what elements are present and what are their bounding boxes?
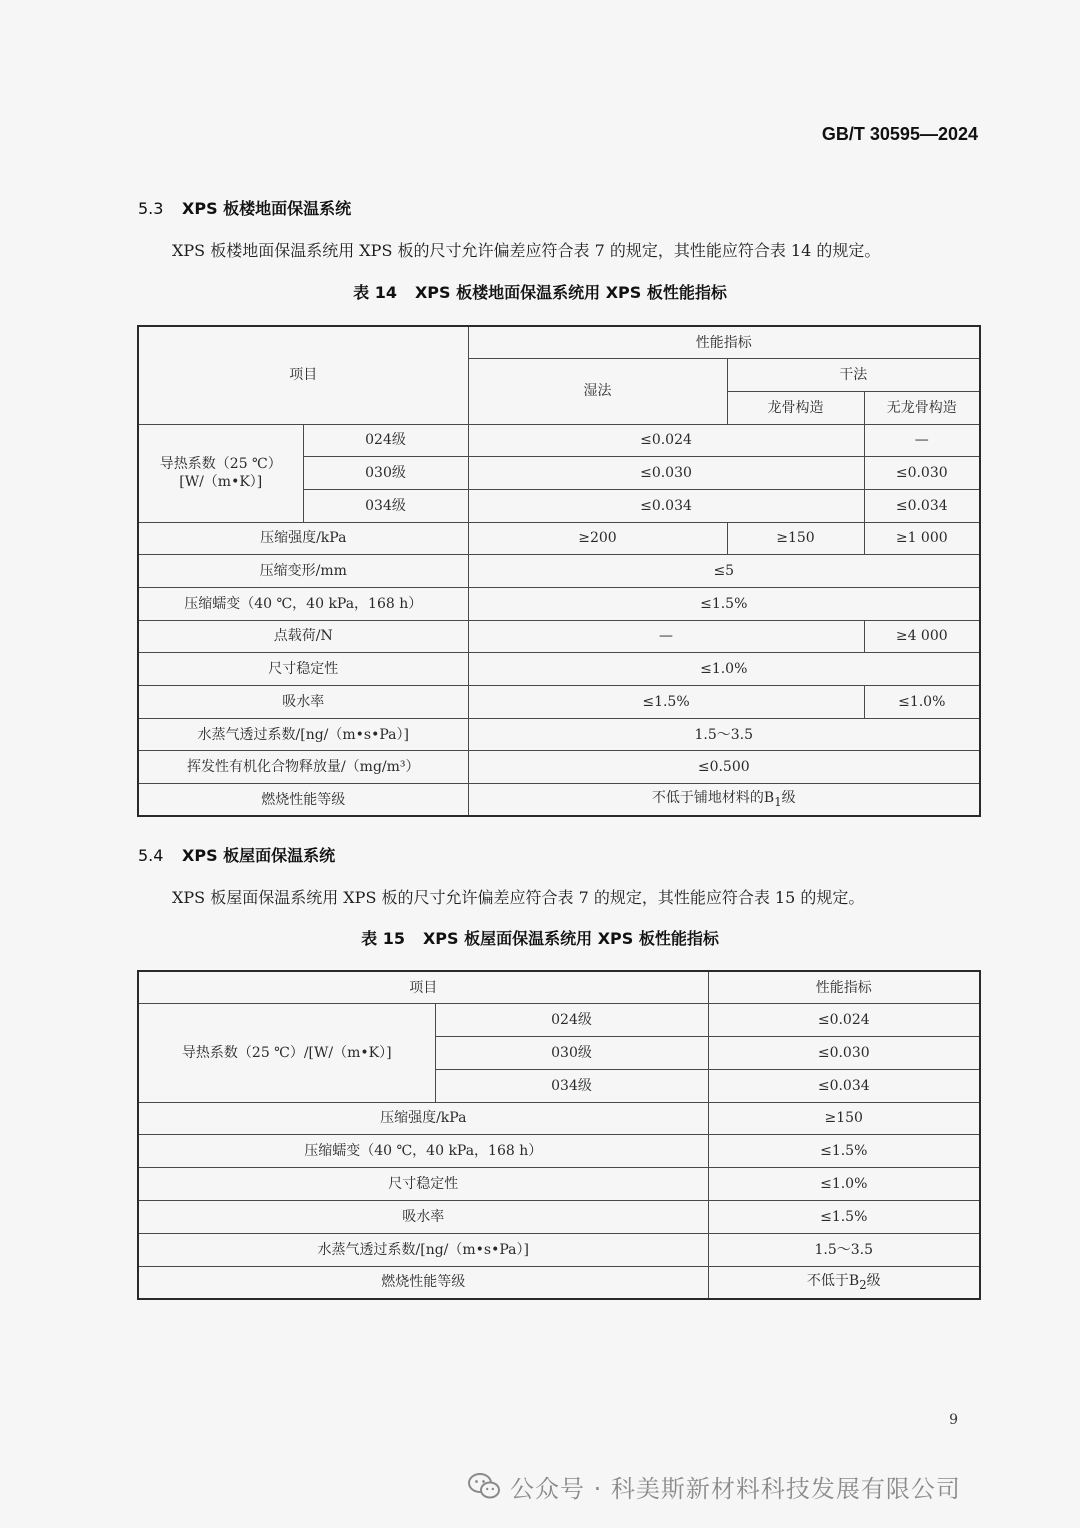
table-row bbox=[138, 653, 980, 686]
table-row bbox=[138, 1266, 980, 1299]
section-number: 5.4 bbox=[138, 846, 164, 865]
value-cell: ≤0.024 bbox=[708, 1004, 980, 1037]
wechat-icon bbox=[468, 1472, 500, 1500]
grade-cell: 030级 bbox=[435, 1037, 708, 1070]
value-cell: — bbox=[468, 620, 864, 653]
value-cell: — bbox=[864, 424, 980, 457]
fire-value-pre: 不低于铺地材料的B bbox=[651, 790, 775, 807]
table-row bbox=[138, 971, 980, 1004]
value-cell: ≤0.030 bbox=[468, 457, 864, 490]
value-cell: ≤0.034 bbox=[708, 1069, 980, 1102]
value-cell: ≤1.0% bbox=[708, 1168, 980, 1201]
row-label: 挥发性有机化合物释放量/（mg/m³） bbox=[138, 751, 468, 784]
value-cell: ≥200 bbox=[468, 522, 727, 555]
value-cell bbox=[468, 784, 980, 817]
doc-code: GB/T 30595—2024 bbox=[821, 124, 978, 144]
row-label: 尺寸稳定性 bbox=[138, 653, 468, 686]
table-row bbox=[138, 588, 980, 621]
row-label: 燃烧性能等级 bbox=[138, 784, 468, 817]
watermark bbox=[468, 1468, 961, 1504]
grade-cell: 034级 bbox=[435, 1069, 708, 1102]
row-label: 燃烧性能等级 bbox=[138, 1266, 708, 1299]
caption-title: XPS 板屋面保温系统用 XPS 板性能指标 bbox=[422, 929, 719, 948]
value-cell: ≥4 000 bbox=[864, 620, 980, 653]
page-number: 9 bbox=[949, 1412, 958, 1428]
table-row bbox=[138, 522, 980, 555]
value-cell: 1.5～3.5 bbox=[468, 718, 980, 751]
caption-title: XPS 板楼地面保温系统用 XPS 板性能指标 bbox=[414, 283, 727, 302]
row-label: 压缩蠕变（40 ℃，40 kPa，168 h） bbox=[138, 588, 468, 621]
value-cell: ≤5 bbox=[468, 555, 980, 588]
value-cell: ≤0.500 bbox=[468, 751, 980, 784]
section-heading-5-4 bbox=[138, 843, 335, 866]
value-cell: ≤1.5% bbox=[708, 1135, 980, 1168]
caption-number: 表 14 bbox=[353, 283, 397, 302]
row-label: 压缩变形/mm bbox=[138, 555, 468, 588]
header-item: 项目 bbox=[138, 326, 468, 424]
section-title: XPS 板楼地面保温系统 bbox=[182, 199, 352, 218]
value-cell: ≤1.5% bbox=[468, 686, 864, 719]
table-row bbox=[138, 1233, 980, 1266]
table-row bbox=[138, 1102, 980, 1135]
table-row bbox=[138, 555, 980, 588]
value-cell: ≤0.034 bbox=[468, 489, 864, 522]
value-cell: ≤1.5% bbox=[468, 588, 980, 621]
fire-value-post: 级 bbox=[781, 790, 796, 807]
value-cell: ≤1.0% bbox=[864, 686, 980, 719]
row-label: 压缩强度/kPa bbox=[138, 522, 468, 555]
table15-caption bbox=[0, 926, 1080, 949]
table-row bbox=[138, 1201, 980, 1234]
table-row bbox=[138, 686, 980, 719]
thermal-label-line1: 导热系数（25 ℃） bbox=[159, 455, 282, 472]
thermal-label-line2: [W/（m•K）] bbox=[179, 474, 263, 491]
grade-cell: 024级 bbox=[435, 1004, 708, 1037]
table-row bbox=[138, 784, 980, 817]
value-cell: 1.5～3.5 bbox=[708, 1233, 980, 1266]
grade-cell: 030级 bbox=[303, 457, 468, 490]
grade-cell: 034级 bbox=[303, 489, 468, 522]
watermark-text: 公众号 · 科美斯新材料科技发展有限公司 bbox=[510, 1474, 961, 1503]
table14-caption bbox=[0, 280, 1080, 303]
value-cell: ≤0.030 bbox=[864, 457, 980, 490]
row-label: 水蒸气透过系数/[ng/（m•s•Pa）] bbox=[138, 718, 468, 751]
header-dry: 干法 bbox=[727, 359, 980, 392]
header-item: 项目 bbox=[138, 971, 708, 1004]
fire-value-pre: 不低于B bbox=[806, 1272, 860, 1289]
row-label: 压缩强度/kPa bbox=[138, 1102, 708, 1135]
value-cell: ≥1 000 bbox=[864, 522, 980, 555]
table-row bbox=[138, 1135, 980, 1168]
table-row bbox=[138, 620, 980, 653]
section-number: 5.3 bbox=[138, 199, 164, 218]
table-row bbox=[138, 326, 980, 359]
value-cell: ≤1.0% bbox=[468, 653, 980, 686]
header-performance: 性能指标 bbox=[708, 971, 980, 1004]
value-cell: ≤1.5% bbox=[708, 1201, 980, 1234]
header-no-keel: 无龙骨构造 bbox=[864, 391, 980, 424]
table-14 bbox=[137, 325, 981, 817]
row-label: 尺寸稳定性 bbox=[138, 1168, 708, 1201]
fire-value-sub: 2 bbox=[859, 1277, 867, 1292]
section-title: XPS 板屋面保温系统 bbox=[182, 846, 336, 865]
row-label: 水蒸气透过系数/[ng/（m•s•Pa）] bbox=[138, 1233, 708, 1266]
row-label: 吸水率 bbox=[138, 686, 468, 719]
value-cell: ≤0.024 bbox=[468, 424, 864, 457]
grade-cell: 024级 bbox=[303, 424, 468, 457]
value-cell: ≤0.030 bbox=[708, 1037, 980, 1070]
value-cell: ≥150 bbox=[727, 522, 864, 555]
table-row bbox=[138, 1004, 980, 1037]
header-wet: 湿法 bbox=[468, 359, 727, 424]
section-paragraph-5-3: XPS 板楼地面保温系统用 XPS 板的尺寸允许偏差应符合表 7 的规定，其性能应符合表 14 的规定。 bbox=[172, 241, 881, 260]
row-label: 吸水率 bbox=[138, 1201, 708, 1234]
table-row bbox=[138, 751, 980, 784]
section-heading-5-3 bbox=[138, 196, 351, 219]
header-keel: 龙骨构造 bbox=[727, 391, 864, 424]
row-label: 点载荷/N bbox=[138, 620, 468, 653]
section-paragraph-5-4: XPS 板屋面保温系统用 XPS 板的尺寸允许偏差应符合表 7 的规定，其性能应符合表 15 的规定。 bbox=[172, 888, 865, 907]
value-cell bbox=[708, 1266, 980, 1299]
header-performance: 性能指标 bbox=[468, 326, 980, 359]
thermal-label: 导热系数（25 ℃）/[W/（m•K）] bbox=[138, 1004, 435, 1102]
fire-value-sub: 1 bbox=[774, 795, 782, 810]
table-row bbox=[138, 424, 980, 457]
thermal-label bbox=[138, 424, 303, 522]
value-cell: ≥150 bbox=[708, 1102, 980, 1135]
table-row bbox=[138, 1168, 980, 1201]
caption-number: 表 15 bbox=[361, 929, 405, 948]
table-15 bbox=[137, 970, 981, 1300]
table-row bbox=[138, 718, 980, 751]
value-cell: ≤0.034 bbox=[864, 489, 980, 522]
row-label: 压缩蠕变（40 ℃，40 kPa，168 h） bbox=[138, 1135, 708, 1168]
fire-value-post: 级 bbox=[866, 1272, 881, 1289]
